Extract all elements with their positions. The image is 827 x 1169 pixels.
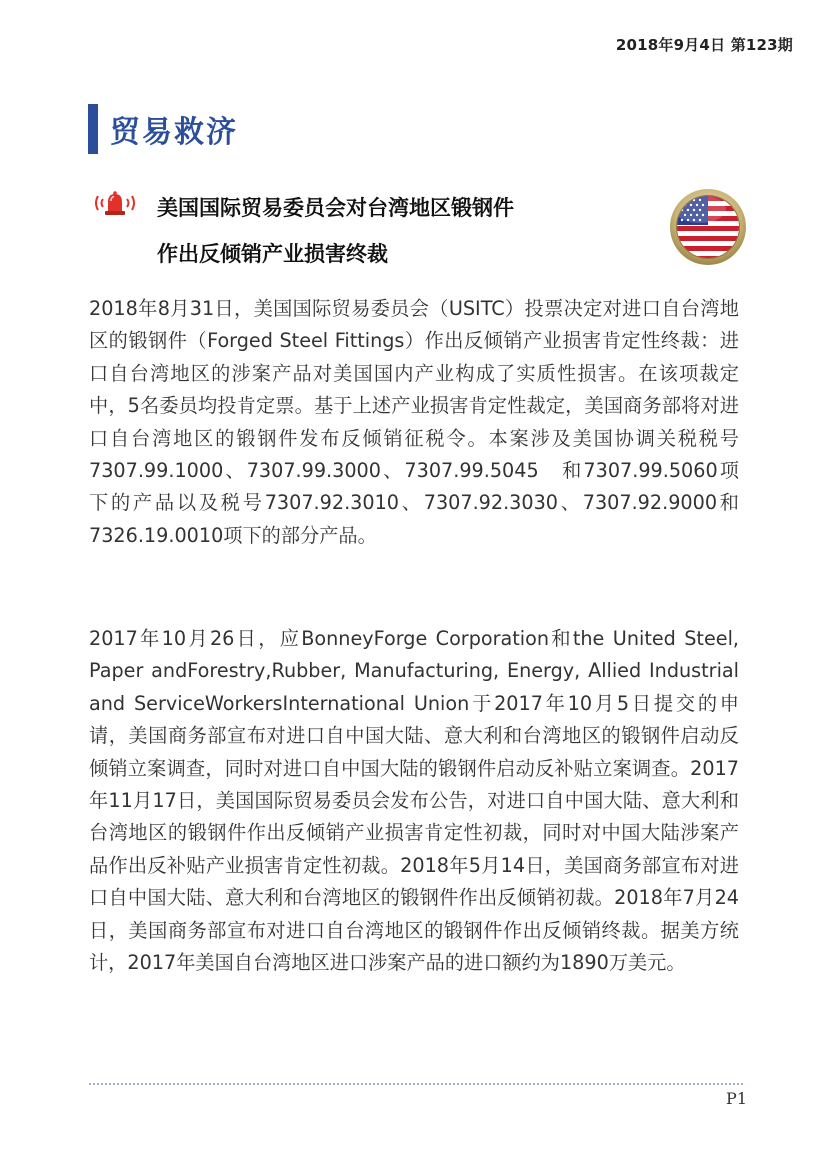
us-flag-icon [668, 187, 748, 267]
article-title-line-2: 作出反倾销产业损害终裁 [157, 242, 388, 266]
alarm-bell-icon [92, 190, 138, 220]
article-title-line-1: 美国国际贸易委员会对台湾地区锻钢件 [157, 196, 514, 220]
section-accent-bar [88, 104, 98, 154]
article-paragraph-1: 2018年8月31日，美国国际贸易委员会（USITC）投票决定对进口自台湾地区的锻钢件（Forged Steel Fittings）作出反倾销产业损害肯定性终裁：进口自台湾地区的涉案产品对美国国内产业构成了实质性损害。在该项裁定中，5名委员均投肯定票。基于上述产业损害肯定性裁定，美国商务部将对进口自台湾地区的锻钢件发布反倾销征税令。本案涉及美国协调关税税号7307.99.1000、7307.99.3000、7307.99.5045 和7307.99.5060项下的产品以及税号7307.92.3010、7307.92.3030、7307.92.9000和7326.19.0010项下的部分产品。 [89, 297, 739, 547]
issue-date: 2018年9月4日 第123期 [615, 36, 793, 54]
footer-divider [89, 1083, 743, 1085]
article-paragraph-2: 2017年10月26日，应BonneyForge Corporation和the United Steel, Paper andForestry,Rubber, Manufacturing, Energy, Allied Industrial and ServiceWorkersInternational Union于2017年10月5日提交的申请，美国商务部宣布对进口自中国大陆、意大利和台湾地区的锻钢件启动反倾销立案调查，同时对进口自中国大陆的锻钢件启动反补贴立案调查。2017年11月17日，美国国际贸易委员会发布公告，对进口自中国大陆、意大利和台湾地区的锻钢件作出反倾销产业损害肯定性初裁，同时对中国大陆涉案产品作出反补贴产业损害肯定性初裁。2018年5月14日，美国商务部宣布对进口自中国大陆、意大利和台湾地区的锻钢件作出反倾销初裁。2018年7月24日，美国商务部宣布对进口自台湾地区的锻钢件作出反倾销终裁。据美方统计，2017年美国自台湾地区进口涉案产品的进口额约为1890万美元。 [89, 627, 739, 975]
section-heading [88, 104, 238, 154]
article-title [157, 185, 637, 277]
page-number: P1 [726, 1089, 747, 1108]
section-title: 贸易救济 [110, 115, 238, 150]
